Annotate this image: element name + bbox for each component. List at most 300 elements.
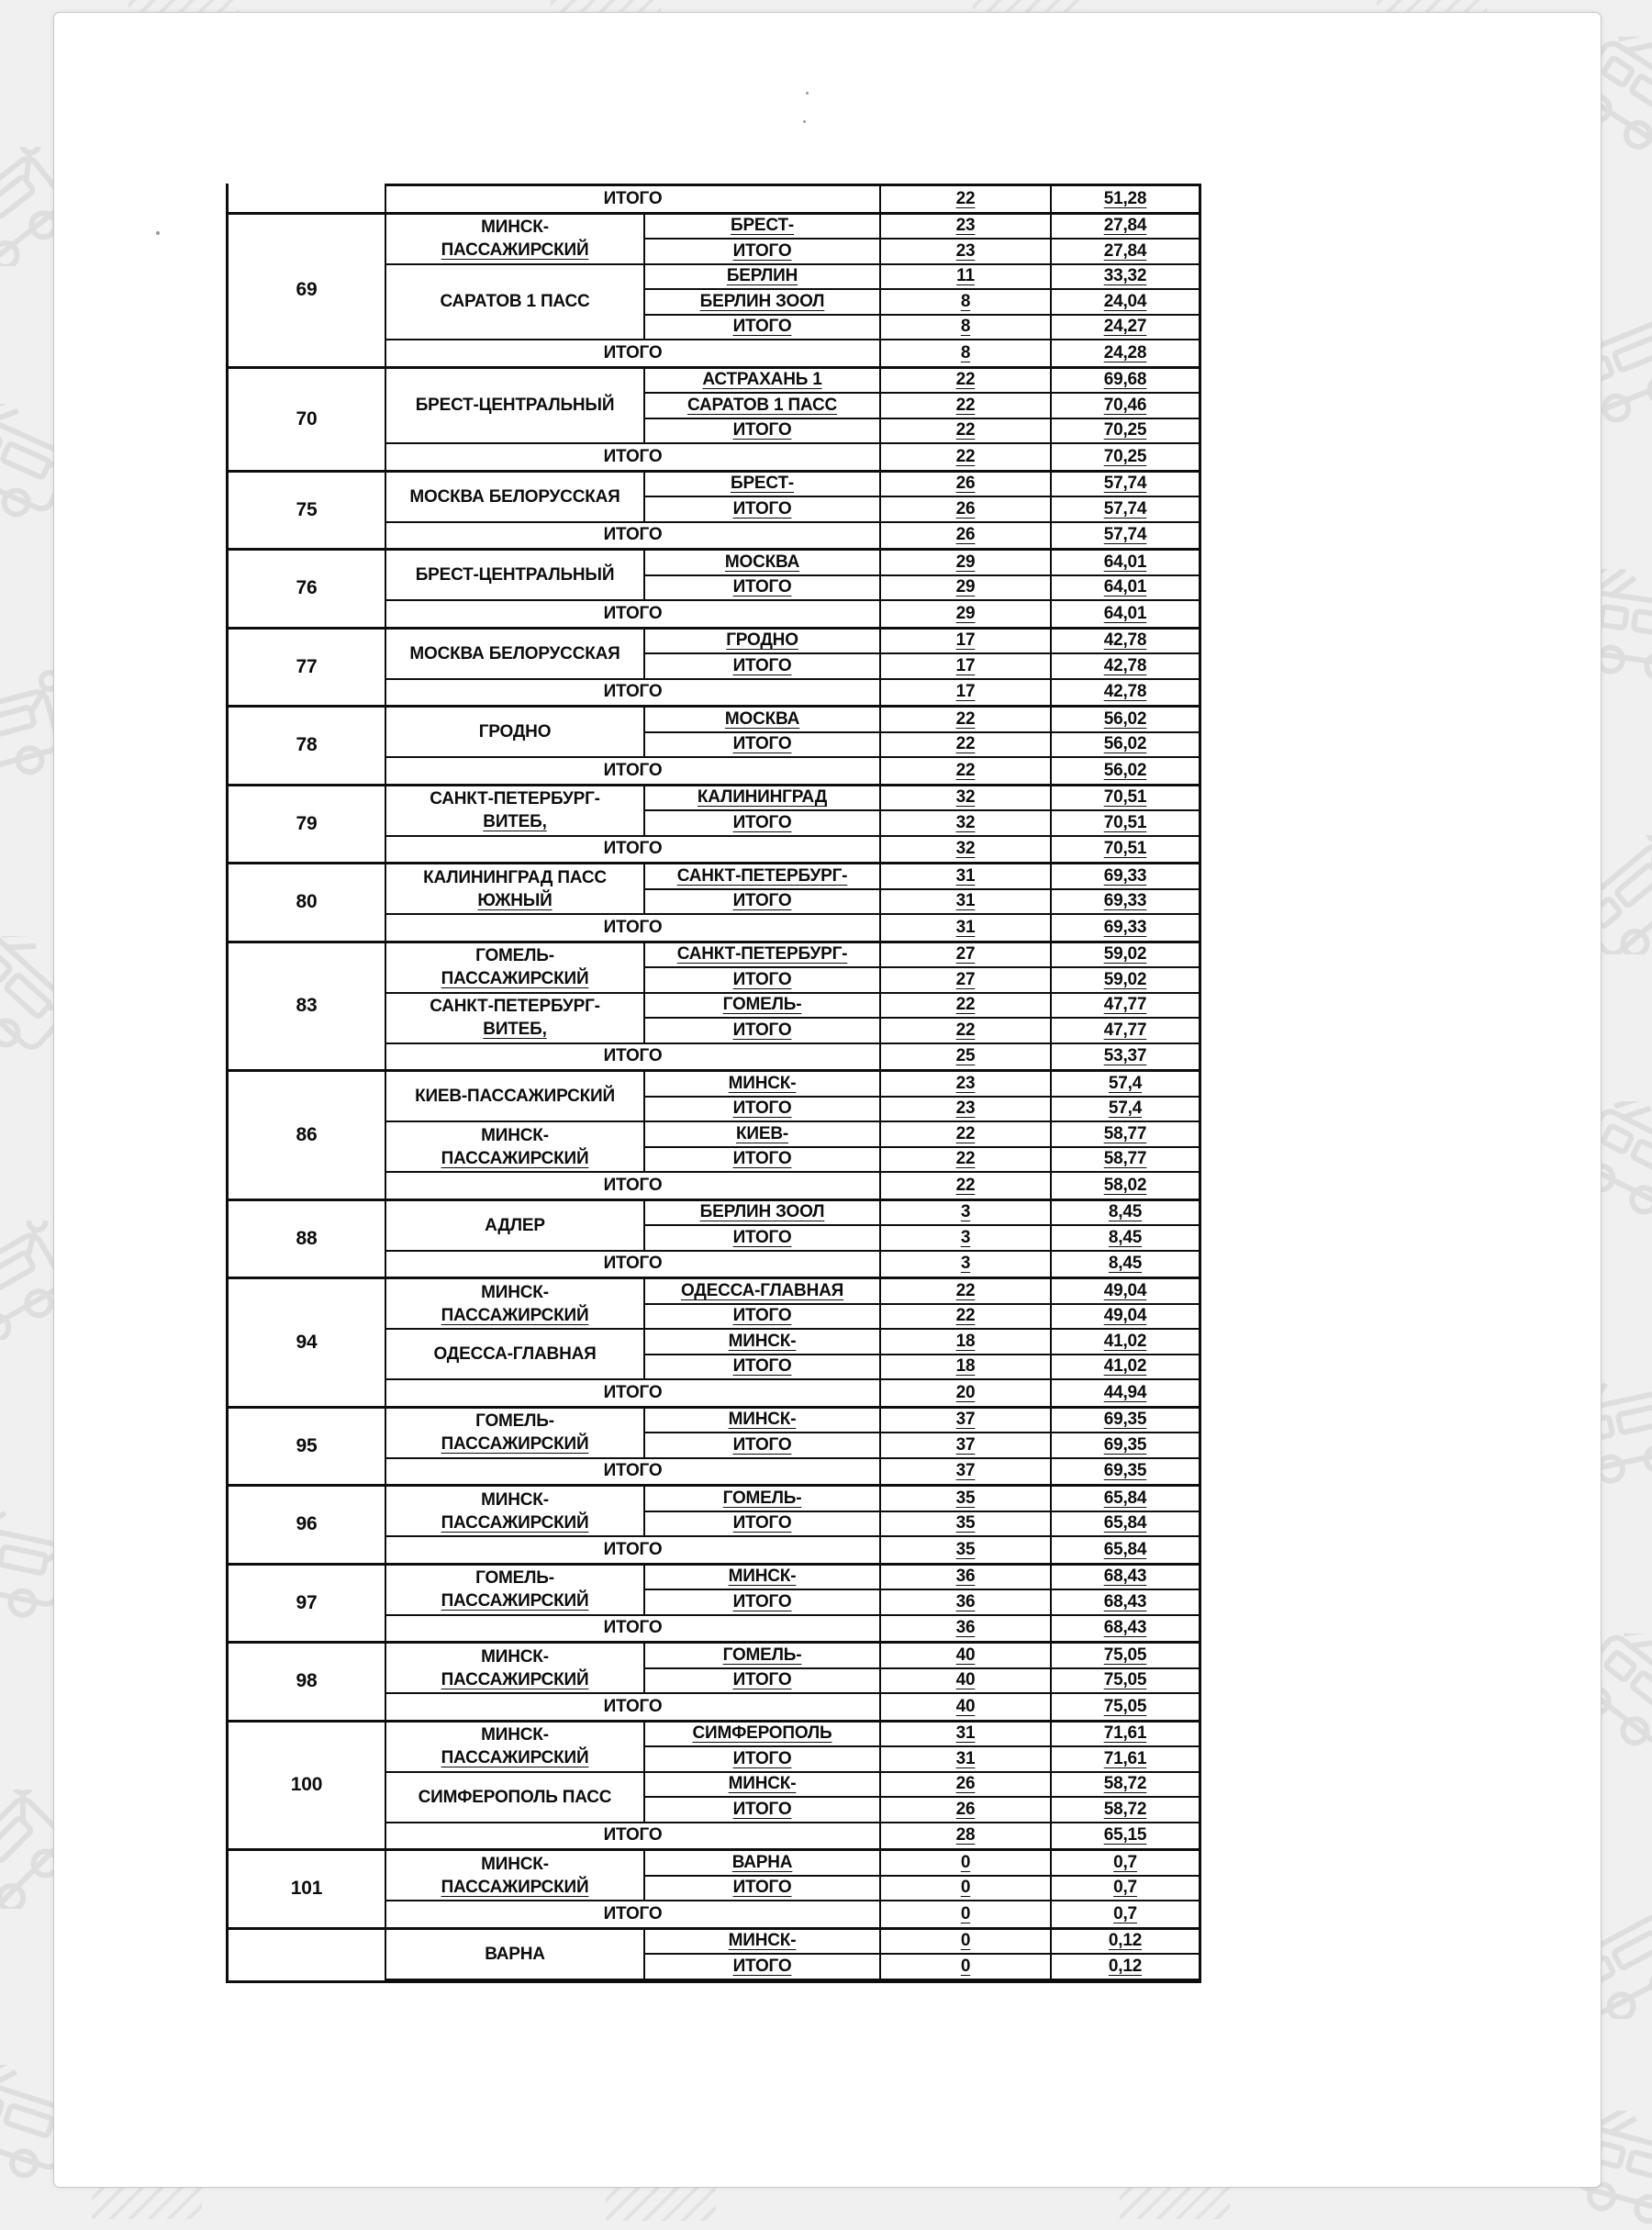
data-row	[645, 1305, 1199, 1331]
percent-cell-text: 65,84	[1103, 1539, 1147, 1559]
count-cell	[881, 1590, 1052, 1614]
destination-cell-text: ИТОГО	[732, 891, 792, 911]
count-cell	[881, 1487, 1052, 1511]
count-cell	[881, 786, 1052, 810]
departure-station-cell	[386, 1279, 645, 1330]
departure-group	[386, 473, 1199, 523]
train-number-cell	[229, 369, 386, 470]
count-cell	[881, 265, 1052, 289]
destination-cell-text: ИТОГО	[732, 1149, 792, 1169]
percent-cell	[1052, 290, 1199, 314]
train-number-cell	[229, 1279, 386, 1406]
destination-cell-text: БЕРЛИН	[726, 266, 798, 286]
section-total-row	[386, 1252, 1199, 1277]
count-cell-text: 23	[955, 1098, 976, 1119]
section-train-69	[229, 215, 1199, 369]
section-partial-top	[229, 184, 1199, 215]
data-row	[645, 811, 1199, 837]
destination-cell	[645, 1798, 881, 1822]
train-number-cell	[229, 184, 386, 212]
section-total-row	[386, 837, 1199, 863]
percent-cell-text: 56,02	[1103, 760, 1147, 780]
percent-cell	[1052, 1823, 1199, 1849]
departure-station-line: КИЕВ-ПАССАЖИРСКИЙ	[415, 1087, 615, 1106]
count-cell	[881, 369, 1052, 393]
percent-cell-text: 71,61	[1103, 1748, 1147, 1768]
percent-cell-text: 65,15	[1103, 1825, 1147, 1845]
percent-cell-text: 42,78	[1103, 655, 1147, 675]
data-row	[645, 576, 1199, 602]
count-cell	[881, 1433, 1052, 1457]
destination-cell	[645, 654, 881, 678]
percent-cell	[1052, 1537, 1199, 1563]
departure-station-line: ГОМЕЛЬ-	[475, 1568, 554, 1588]
departure-group	[386, 551, 1199, 601]
count-cell-text: 22	[955, 370, 976, 390]
destination-rows	[645, 1487, 1199, 1537]
departure-station-line: ГРОДНО	[478, 722, 552, 741]
percent-cell-text: 57,4	[1108, 1073, 1143, 1093]
departure-station-cell	[386, 1723, 645, 1773]
total-label-cell	[386, 758, 881, 784]
total-label-cell-text: ИТОГО	[603, 1539, 663, 1559]
data-row	[645, 1930, 1199, 1956]
destination-rows	[645, 1279, 1199, 1330]
departure-station-cell	[386, 1409, 645, 1459]
percent-cell-text: 68,43	[1103, 1567, 1147, 1587]
total-label-cell	[386, 1823, 881, 1849]
destination-rows	[645, 1644, 1199, 1694]
departure-group	[386, 265, 1199, 341]
destination-rows	[645, 215, 1199, 265]
count-cell-text: 8	[960, 291, 971, 311]
departure-station-line: ПАССАЖИРСКИЙ	[441, 1669, 589, 1689]
total-label-cell	[386, 1616, 881, 1642]
count-cell	[881, 215, 1052, 239]
destination-cell-text: МИНСК-	[728, 1073, 797, 1093]
percent-cell-text: 70,51	[1103, 839, 1147, 859]
count-cell-text: 20	[955, 1382, 976, 1402]
percent-cell-text: 65,84	[1103, 1488, 1147, 1508]
departure-station-line: СИМФЕРОПОЛЬ ПАСС	[418, 1787, 612, 1807]
destination-cell-text: ИТОГО	[732, 1020, 792, 1040]
departure-station-cell	[386, 708, 645, 758]
percent-cell	[1052, 680, 1199, 706]
data-row	[645, 1512, 1199, 1538]
count-cell-text: 32	[955, 787, 976, 808]
departure-station-line: ВИТЕБ,	[483, 812, 547, 831]
count-cell-text: 22	[955, 1020, 976, 1040]
departure-station-line: ВАРНА	[485, 1944, 545, 1964]
count-cell-text: 40	[955, 1645, 976, 1665]
destination-cell-text: ИТОГО	[732, 969, 792, 989]
data-row	[645, 1798, 1199, 1823]
percent-cell-text: 56,02	[1103, 708, 1147, 729]
destination-cell-text: ИТОГО	[732, 420, 792, 440]
percent-cell	[1052, 786, 1199, 810]
destination-cell	[645, 630, 881, 653]
count-cell-text: 0	[960, 1852, 971, 1872]
train-number-cell	[229, 1566, 386, 1642]
departure-station-cell	[386, 1773, 645, 1823]
percent-cell	[1052, 551, 1199, 574]
count-cell	[881, 473, 1052, 496]
count-cell-text: 37	[955, 1410, 976, 1430]
percent-cell	[1052, 837, 1199, 863]
train-number-cell	[229, 215, 386, 366]
departure-station-line: ПАССАЖИРСКИЙ	[441, 1305, 589, 1325]
percent-cell	[1052, 864, 1199, 888]
count-cell-text: 37	[955, 1434, 976, 1455]
destination-cell	[645, 1355, 881, 1379]
percent-cell	[1052, 943, 1199, 967]
count-cell	[881, 943, 1052, 967]
percent-cell-text: 70,51	[1103, 812, 1147, 832]
count-cell	[881, 1694, 1052, 1720]
train-number-cell	[229, 1487, 386, 1563]
data-row	[645, 733, 1199, 759]
percent-cell	[1052, 419, 1199, 443]
destination-cell	[645, 1590, 881, 1614]
count-cell-text: 0	[960, 1878, 971, 1898]
data-row	[645, 1098, 1199, 1123]
section-train-97	[229, 1566, 1199, 1645]
count-cell-text: 17	[955, 655, 976, 675]
data-row	[645, 1747, 1199, 1773]
destination-cell	[645, 733, 881, 757]
section-rows	[386, 551, 1199, 627]
count-cell	[881, 1279, 1052, 1303]
total-label-cell	[386, 1044, 881, 1070]
percent-cell	[1052, 340, 1199, 366]
total-label-cell-text: ИТОГО	[603, 525, 663, 545]
departure-station-line: МИНСК-	[481, 1282, 549, 1302]
count-cell	[881, 654, 1052, 678]
train-number: 76	[296, 577, 318, 599]
percent-cell-text: 68,43	[1103, 1591, 1147, 1611]
percent-cell-text: 8,45	[1108, 1227, 1143, 1247]
section-train-78	[229, 708, 1199, 786]
percent-cell-text: 69,33	[1103, 917, 1147, 937]
data-row	[645, 497, 1199, 523]
destination-cell-text: ИТОГО	[732, 240, 792, 261]
percent-cell	[1052, 1566, 1199, 1589]
departure-station-line: АДЛЕР	[485, 1215, 545, 1235]
total-label-cell-text: ИТОГО	[603, 682, 663, 702]
train-number-cell	[229, 1409, 386, 1485]
count-cell-text: 40	[955, 1696, 976, 1716]
count-cell-text: 3	[960, 1227, 971, 1247]
count-cell-text: 31	[955, 1723, 976, 1744]
count-cell-text: 32	[955, 839, 976, 859]
destination-cell-text: ИТОГО	[732, 1799, 792, 1819]
count-cell	[881, 1798, 1052, 1822]
destination-cell	[645, 1148, 881, 1172]
count-cell	[881, 419, 1052, 443]
count-cell	[881, 1537, 1052, 1563]
section-total-row	[386, 186, 1199, 212]
data-row	[645, 316, 1199, 341]
scan-dot	[156, 231, 160, 235]
count-cell	[881, 708, 1052, 731]
count-cell-text: 31	[955, 891, 976, 911]
total-label-cell	[386, 1173, 881, 1199]
departure-group	[386, 943, 1199, 994]
count-cell	[881, 968, 1052, 992]
data-row	[645, 1072, 1199, 1098]
departure-group	[386, 1201, 1199, 1252]
percent-cell-text: 69,35	[1103, 1461, 1147, 1481]
section-total-row	[386, 758, 1199, 784]
departure-group	[386, 1072, 1199, 1122]
percent-cell-text: 58,77	[1103, 1149, 1147, 1169]
destination-cell	[645, 968, 881, 992]
percent-cell-text: 42,78	[1103, 682, 1147, 702]
destination-cell	[645, 369, 881, 393]
section-rows	[386, 864, 1199, 941]
percent-cell	[1052, 1798, 1199, 1822]
count-cell-text: 3	[960, 1254, 971, 1274]
section-train-98	[229, 1644, 1199, 1723]
train-number: 100	[290, 1774, 323, 1796]
percent-cell-text: 41,02	[1103, 1331, 1147, 1351]
destination-rows	[645, 473, 1199, 523]
count-cell-text: 22	[955, 734, 976, 754]
data-row	[645, 473, 1199, 498]
percent-cell	[1052, 186, 1199, 212]
destination-cell	[645, 1305, 881, 1329]
train-number: 75	[296, 498, 318, 520]
destination-cell	[645, 1226, 881, 1250]
percent-cell	[1052, 1305, 1199, 1329]
departure-station-cell	[386, 864, 645, 915]
destination-rows	[645, 551, 1199, 601]
count-cell	[881, 523, 1052, 549]
count-cell-text: 29	[955, 603, 976, 623]
count-cell	[881, 1566, 1052, 1589]
departure-station-line: МИНСК-	[481, 1725, 549, 1745]
count-cell-text: 22	[955, 420, 976, 440]
count-cell-text: 8	[960, 342, 971, 362]
percent-cell	[1052, 630, 1199, 653]
count-cell-text: 22	[955, 1149, 976, 1169]
count-cell-text: 18	[955, 1331, 976, 1351]
departure-station-line: МИНСК-	[481, 1854, 549, 1874]
train-number-cell	[229, 1072, 386, 1199]
destination-cell-text: АСТРАХАНЬ 1	[702, 370, 822, 390]
departure-group	[386, 1487, 1199, 1537]
count-cell	[881, 1409, 1052, 1433]
train-number-cell	[229, 864, 386, 941]
ridership-table	[226, 184, 1201, 1983]
percent-cell-text: 75,05	[1103, 1670, 1147, 1690]
data-row	[645, 1201, 1199, 1227]
percent-cell-text: 69,33	[1103, 865, 1147, 886]
count-cell	[881, 1044, 1052, 1070]
count-cell	[881, 340, 1052, 366]
departure-group	[386, 215, 1199, 265]
percent-cell	[1052, 1330, 1199, 1354]
section-total-row	[386, 444, 1199, 470]
percent-cell-text: 70,46	[1103, 395, 1147, 415]
percent-cell-text: 0,12	[1108, 1931, 1143, 1951]
destination-cell-text: МИНСК-	[728, 1410, 797, 1430]
section-total-row	[386, 1823, 1199, 1849]
percent-cell	[1052, 1380, 1199, 1406]
destination-cell	[645, 1019, 881, 1043]
percent-cell-text: 0,7	[1113, 1852, 1137, 1872]
data-row	[645, 1433, 1199, 1459]
count-cell-text: 22	[955, 1306, 976, 1326]
departure-station-line: МИНСК-	[481, 1125, 549, 1145]
train-number-cell	[229, 551, 386, 627]
destination-rows	[645, 1330, 1199, 1380]
count-cell-text: 22	[955, 395, 976, 415]
destination-cell-text: МОСКВА	[724, 552, 800, 572]
train-number: 86	[296, 1123, 318, 1145]
count-cell-text: 26	[955, 474, 976, 494]
departure-group	[386, 369, 1199, 445]
percent-cell	[1052, 1098, 1199, 1121]
percent-cell-text: 49,04	[1103, 1280, 1147, 1300]
count-cell-text: 22	[955, 1175, 976, 1195]
data-row	[645, 1355, 1199, 1381]
percent-cell	[1052, 265, 1199, 289]
train-number: 101	[290, 1878, 323, 1900]
percent-cell	[1052, 1694, 1199, 1720]
percent-cell	[1052, 1226, 1199, 1250]
destination-cell-text: ИТОГО	[732, 812, 792, 832]
section-rows	[386, 1566, 1199, 1642]
destination-cell	[645, 1330, 881, 1354]
destination-cell	[645, 419, 881, 443]
destination-cell-text: ГОМЕЛЬ-	[722, 995, 802, 1015]
destination-rows	[645, 630, 1199, 680]
percent-cell-text: 49,04	[1103, 1306, 1147, 1326]
count-cell-text: 26	[955, 1774, 976, 1794]
percent-cell	[1052, 1252, 1199, 1277]
departure-station-line: ПАССАЖИРСКИЙ	[441, 1434, 589, 1454]
percent-cell	[1052, 369, 1199, 393]
count-cell-text: 36	[955, 1591, 976, 1611]
section-rows	[386, 215, 1199, 366]
count-cell	[881, 890, 1052, 914]
destination-cell-text: МОСКВА	[724, 708, 800, 729]
destination-cell	[645, 1487, 881, 1511]
data-row	[645, 1877, 1199, 1902]
departure-station-line: ПАССАЖИРСКИЙ	[441, 1748, 589, 1767]
count-cell	[881, 1723, 1052, 1746]
data-row	[645, 1487, 1199, 1512]
count-cell	[881, 1355, 1052, 1379]
percent-cell-text: 0,12	[1108, 1956, 1143, 1976]
total-label-cell-text: ИТОГО	[603, 1696, 663, 1716]
data-row	[645, 240, 1199, 265]
train-number: 79	[296, 812, 318, 834]
total-label-cell	[386, 1694, 881, 1720]
total-label-cell-text: ИТОГО	[603, 1254, 663, 1274]
total-label-cell-text: ИТОГО	[603, 1461, 663, 1481]
percent-cell-text: 27,84	[1103, 216, 1147, 236]
destination-cell	[645, 551, 881, 574]
data-row	[645, 1851, 1199, 1877]
destination-cell	[645, 1851, 881, 1875]
destination-rows	[645, 1122, 1199, 1173]
destination-cell-text: МИНСК-	[728, 1567, 797, 1587]
percent-cell	[1052, 215, 1199, 239]
count-cell	[881, 1901, 1052, 1927]
count-cell	[881, 1773, 1052, 1797]
section-train-70	[229, 369, 1199, 473]
percent-cell	[1052, 523, 1199, 549]
section-train-79	[229, 786, 1199, 865]
percent-cell	[1052, 758, 1199, 784]
data-row	[645, 1644, 1199, 1669]
count-cell	[881, 1747, 1052, 1771]
departure-station-line: МОСКВА БЕЛОРУССКАЯ	[409, 486, 620, 507]
destination-cell-text: БРЕСТ-	[731, 216, 794, 236]
departure-station-line: ГОМЕЛЬ-	[475, 1411, 554, 1431]
percent-cell	[1052, 394, 1199, 418]
destination-cell	[645, 1279, 881, 1303]
departure-station-cell	[386, 1851, 645, 1901]
destination-cell-text: ИТОГО	[732, 317, 792, 337]
destination-rows	[645, 369, 1199, 445]
departure-station-cell	[386, 1122, 645, 1173]
data-row	[645, 1669, 1199, 1695]
percent-cell	[1052, 1279, 1199, 1303]
percent-cell	[1052, 1955, 1199, 1979]
count-cell	[881, 1459, 1052, 1485]
data-row	[645, 1148, 1199, 1174]
count-cell-text: 31	[955, 917, 976, 937]
percent-cell	[1052, 1019, 1199, 1043]
count-cell	[881, 290, 1052, 314]
percent-cell-text: 57,74	[1103, 525, 1147, 545]
percent-cell-text: 64,01	[1103, 577, 1147, 597]
percent-cell-text: 65,84	[1103, 1513, 1147, 1533]
departure-station-cell	[386, 551, 645, 601]
percent-cell	[1052, 1930, 1199, 1954]
section-rows	[386, 1644, 1199, 1720]
data-row	[645, 369, 1199, 395]
section-rows	[386, 1851, 1199, 1927]
departure-station-cell	[386, 1644, 645, 1694]
percent-cell	[1052, 1072, 1199, 1096]
count-cell-text: 22	[955, 1280, 976, 1300]
train-number: 70	[296, 407, 318, 429]
count-cell	[881, 1019, 1052, 1043]
count-cell	[881, 1201, 1052, 1225]
data-row	[645, 1226, 1199, 1252]
section-rows	[386, 630, 1199, 706]
data-row	[645, 1019, 1199, 1044]
data-row	[645, 1723, 1199, 1748]
count-cell	[881, 837, 1052, 863]
percent-cell	[1052, 473, 1199, 496]
percent-cell-text: 68,43	[1103, 1618, 1147, 1638]
percent-cell	[1052, 1851, 1199, 1875]
destination-cell-text: САНКТ-ПЕТЕРБУРГ-	[676, 944, 848, 964]
destination-cell	[645, 394, 881, 418]
section-rows	[386, 1930, 1199, 1980]
count-cell	[881, 601, 1052, 627]
count-cell-text: 17	[955, 630, 976, 651]
train-number: 98	[296, 1670, 318, 1692]
count-cell	[881, 1955, 1052, 1979]
count-cell	[881, 994, 1052, 1018]
count-cell	[881, 1823, 1052, 1849]
